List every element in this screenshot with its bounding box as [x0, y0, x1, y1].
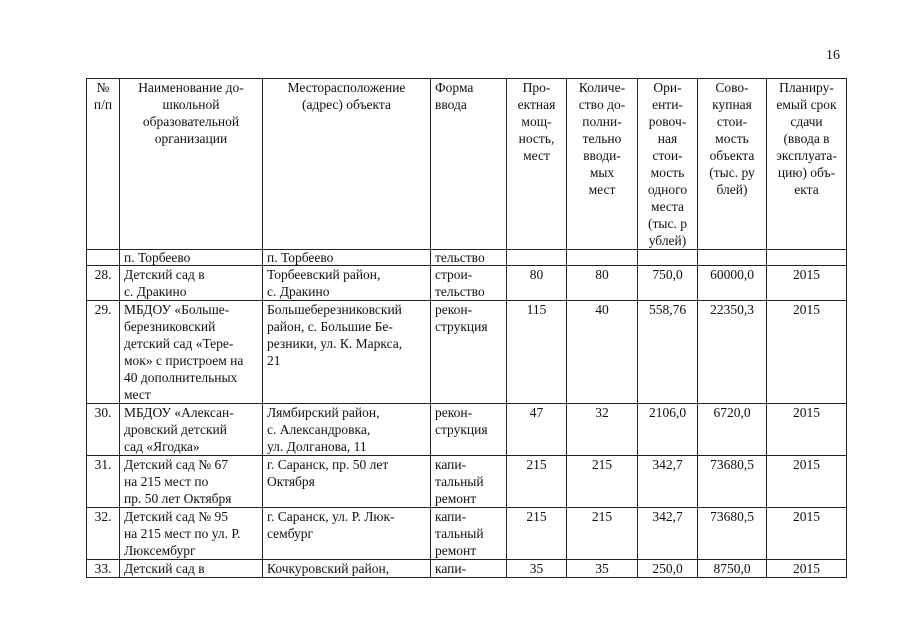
- header-cell-name: Наименование до- школьной образовательной организации: [120, 79, 263, 250]
- data-table: [86, 78, 847, 578]
- cell-capacity: 47: [507, 404, 567, 456]
- header-cell-total-cost: Сово- купная стои- мость объекта (тыс. ру блей): [698, 79, 767, 250]
- table-row: [87, 301, 847, 404]
- cell-capacity: 35: [507, 560, 567, 578]
- cell-total-cost: 73680,5: [698, 456, 767, 508]
- cell-no: 33.: [87, 560, 120, 578]
- cell-term: 2015: [767, 404, 847, 456]
- cell-additional: 215: [567, 508, 638, 560]
- cell-cost-per-place: 2106,0: [638, 404, 698, 456]
- cell-term: 2015: [767, 508, 847, 560]
- cell-form: строи- тельство: [431, 266, 507, 301]
- cell-name: п. Торбеево: [120, 250, 263, 266]
- cell-name: МБДОУ «Больше- березниковский детский сад «Тере- мок» с пристроем на 40 дополнительных мест: [120, 301, 263, 404]
- cell-cost-per-place: [638, 250, 698, 266]
- cell-capacity: [507, 250, 567, 266]
- cell-capacity: 215: [507, 508, 567, 560]
- cell-cost-per-place: 250,0: [638, 560, 698, 578]
- cell-term: 2015: [767, 301, 847, 404]
- cell-additional: 80: [567, 266, 638, 301]
- cell-form: тельство: [431, 250, 507, 266]
- cell-form: капи- тальный ремонт: [431, 456, 507, 508]
- table-header-row: [87, 79, 847, 250]
- cell-address: г. Саранск, пр. 50 лет Октября: [263, 456, 431, 508]
- cell-no: 30.: [87, 404, 120, 456]
- cell-cost-per-place: 342,7: [638, 508, 698, 560]
- cell-capacity: 115: [507, 301, 567, 404]
- header-cell-form: Форма ввода: [431, 79, 507, 250]
- table-row: [87, 250, 847, 266]
- cell-name: Детский сад № 67 на 215 мест по пр. 50 лет Октября: [120, 456, 263, 508]
- cell-address: Торбеевский район, с. Дракино: [263, 266, 431, 301]
- cell-additional: 40: [567, 301, 638, 404]
- header-cell-additional: Количе- ство до- полни- тельно вводи- мых мест: [567, 79, 638, 250]
- cell-cost-per-place: 342,7: [638, 456, 698, 508]
- table-row: [87, 266, 847, 301]
- cell-name: Детский сад № 95 на 215 мест по ул. Р. Люксембург: [120, 508, 263, 560]
- cell-term: 2015: [767, 560, 847, 578]
- cell-term: 2015: [767, 266, 847, 301]
- cell-no: 28.: [87, 266, 120, 301]
- cell-cost-per-place: 750,0: [638, 266, 698, 301]
- cell-capacity: 80: [507, 266, 567, 301]
- cell-capacity: 215: [507, 456, 567, 508]
- cell-address: Кочкуровский район,: [263, 560, 431, 578]
- header-cell-term: Планиру- емый срок сдачи (ввода в эксплуата- цию) объ- екта: [767, 79, 847, 250]
- cell-total-cost: 8750,0: [698, 560, 767, 578]
- cell-address: Большеберезниковский район, с. Большие Бе- резники, ул. К. Маркса, 21: [263, 301, 431, 404]
- cell-address: г. Саранск, ул. Р. Люк- сембург: [263, 508, 431, 560]
- cell-address: Лямбирский район, с. Александровка, ул. Долганова, 11: [263, 404, 431, 456]
- cell-additional: [567, 250, 638, 266]
- cell-form: рекон- струкция: [431, 404, 507, 456]
- cell-name: Детский сад в: [120, 560, 263, 578]
- cell-name: Детский сад в с. Дракино: [120, 266, 263, 301]
- cell-total-cost: 6720,0: [698, 404, 767, 456]
- cell-name: МБДОУ «Алексан- дровский детский сад «Ягодка»: [120, 404, 263, 456]
- header-cell-address: Месторасположение (адрес) объекта: [263, 79, 431, 250]
- cell-no: 32.: [87, 508, 120, 560]
- table-row: [87, 508, 847, 560]
- table-row: [87, 560, 847, 578]
- cell-form: капи- тальный ремонт: [431, 508, 507, 560]
- cell-no: 31.: [87, 456, 120, 508]
- table-row: [87, 456, 847, 508]
- cell-additional: 215: [567, 456, 638, 508]
- cell-term: 2015: [767, 456, 847, 508]
- cell-additional: 35: [567, 560, 638, 578]
- header-cell-capacity: Про- ектная мощ- ность, мест: [507, 79, 567, 250]
- cell-total-cost: [698, 250, 767, 266]
- header-cell-no: № п/п: [87, 79, 120, 250]
- cell-cost-per-place: 558,76: [638, 301, 698, 404]
- table-row: [87, 404, 847, 456]
- cell-no: [87, 250, 120, 266]
- cell-form: капи-: [431, 560, 507, 578]
- page-number: 16: [826, 48, 840, 63]
- cell-additional: 32: [567, 404, 638, 456]
- cell-total-cost: 22350,3: [698, 301, 767, 404]
- cell-form: рекон- струкция: [431, 301, 507, 404]
- header-cell-cost-per-place: Ори- енти- ровоч- ная стои- мость одного места (тыс. р ублей): [638, 79, 698, 250]
- cell-term: [767, 250, 847, 266]
- cell-no: 29.: [87, 301, 120, 404]
- cell-total-cost: 60000,0: [698, 266, 767, 301]
- cell-total-cost: 73680,5: [698, 508, 767, 560]
- cell-address: п. Торбеево: [263, 250, 431, 266]
